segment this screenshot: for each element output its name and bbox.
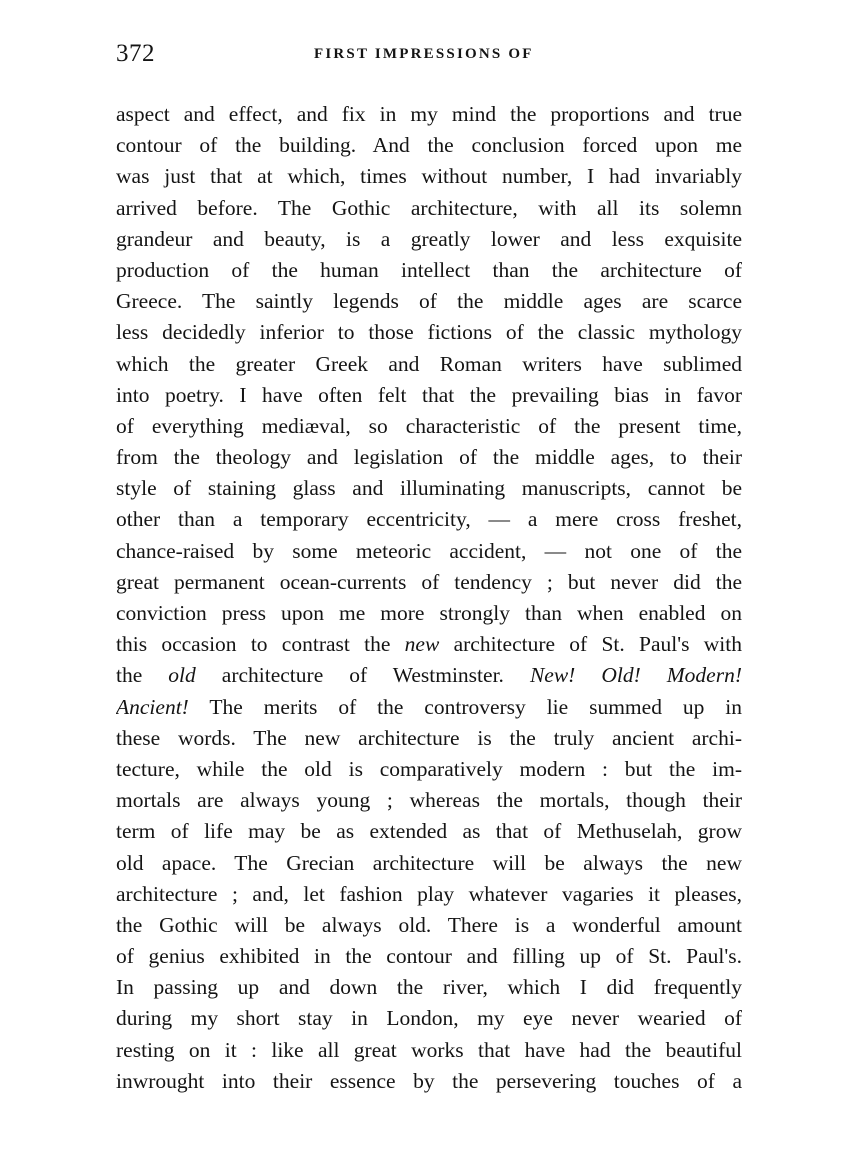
- italic-word-ancient: Ancient!: [116, 694, 189, 719]
- text-segment: the: [116, 663, 169, 688]
- text-line: arrived before. The Gothic architecture, with all its solemn: [116, 195, 742, 220]
- italic-word-new: new: [404, 632, 440, 657]
- text-line: the Gothic will be always old. There is a wonderful amount: [116, 912, 742, 937]
- text-line: of genius exhibited in the contour and filling up of St. Paul's.: [116, 944, 742, 969]
- text-line: chance-raised by some meteoric accident, — not one of the: [116, 538, 742, 563]
- text-line: of everything mediæval, so characteristic of the present time,: [116, 413, 742, 438]
- text-line: from the theology and legislation of the middle ages, to their: [116, 445, 742, 470]
- italic-exclamations: New! Old! Modern!: [529, 663, 742, 688]
- page-number: 372: [116, 40, 155, 67]
- text-line: inwrought into their essence by the persevering touches of a: [116, 1068, 742, 1093]
- text-line-with-italics: [116, 692, 742, 723]
- italic-word-old: old: [168, 663, 196, 688]
- text-line-with-italics: [116, 629, 742, 660]
- page-header: [112, 40, 742, 74]
- running-head: FIRST IMPRESSIONS OF: [314, 46, 534, 62]
- text-line: term of life may be as extended as that of Methuselah, grow: [116, 819, 742, 844]
- text-segment: architecture of Westminster.: [195, 663, 530, 688]
- text-segment: this occasion to contrast the: [116, 632, 405, 657]
- text-line: aspect and effect, and fix in my mind the proportions and true: [116, 102, 742, 126]
- text-line: other than a temporary eccentricity, — a mere cross freshet,: [116, 507, 742, 532]
- text-line: less decidedly inferior to those fictions of the classic mythology: [116, 320, 742, 345]
- text-line: conviction press upon me more strongly than when enabled on: [116, 601, 742, 625]
- text-line: contour of the building. And the conclusion forced upon me: [116, 133, 742, 158]
- text-line: resting on it : like all great works that have had the beautiful: [116, 1037, 742, 1062]
- text-line-with-italics: [116, 660, 742, 691]
- text-line: which the greater Greek and Roman writers have sublimed: [116, 351, 742, 376]
- text-line: In passing up and down the river, which I did frequently: [116, 975, 742, 1000]
- text-line: architecture ; and, let fashion play whatever vagaries it pleases,: [116, 881, 742, 906]
- text-line: style of staining glass and illuminating manuscripts, cannot be: [116, 476, 742, 501]
- text-line: mortals are always young ; whereas the mortals, though their: [116, 788, 742, 813]
- text-line: was just that at which, times without number, I had invariably: [116, 164, 742, 189]
- text-line: during my short stay in London, my eye never wearied of: [116, 1006, 742, 1031]
- text-line: tecture, while the old is comparatively modern : but the im-: [116, 756, 742, 781]
- text-line: great permanent ocean-currents of tendency ; but never did the: [116, 569, 742, 594]
- text-segment: architecture of St. Paul's with: [439, 632, 742, 657]
- body-text: [116, 99, 742, 1097]
- text-line: grandeur and beauty, is a greatly lower and less exquisite: [116, 226, 742, 251]
- text-line: Greece. The saintly legends of the middle ages are scarce: [116, 289, 742, 314]
- text-line: these words. The new architecture is the truly ancient archi-: [116, 725, 742, 750]
- text-line: production of the human intellect than the architecture of: [116, 257, 742, 282]
- text-line: old apace. The Grecian architecture will be always the new: [116, 850, 742, 875]
- text-segment: The merits of the controversy lie summed up in: [188, 694, 742, 719]
- text-line: into poetry. I have often felt that the prevailing bias in favor: [116, 382, 742, 407]
